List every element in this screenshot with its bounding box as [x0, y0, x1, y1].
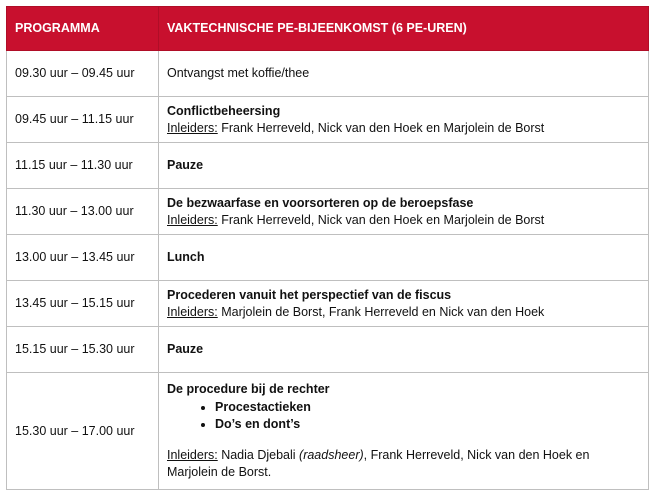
table-row [7, 235, 649, 281]
session-cell [159, 51, 649, 97]
speakers-line [167, 447, 640, 481]
table-header-row [7, 7, 649, 51]
table-row [7, 281, 649, 327]
speakers-label: Inleiders: [167, 212, 218, 227]
topic-item: • Do’s en dont’s [215, 416, 640, 433]
speakers-line [167, 212, 640, 229]
time-cell: 15.30 uur – 17.00 uur [7, 373, 159, 490]
time-cell: 13.45 uur – 15.15 uur [7, 281, 159, 327]
time-cell: 09.45 uur – 11.15 uur [7, 97, 159, 143]
session-cell [159, 97, 649, 143]
session-cell [159, 327, 649, 373]
table-row [7, 373, 649, 490]
session-title: Pauze [167, 158, 204, 172]
table-row [7, 189, 649, 235]
session-cell [159, 235, 649, 281]
header-title: VAKTECHNISCHE PE-BIJEENKOMST (6 PE-UREN) [159, 7, 649, 51]
speakers-line [167, 120, 640, 137]
speakers-names: Frank Herreveld, Nick van den Hoek en Marjolein de Borst [217, 212, 545, 227]
speakers-names: Nadia Djebali [217, 448, 300, 462]
time-cell: 11.30 uur – 13.00 uur [7, 189, 159, 235]
table-row [7, 327, 649, 373]
table-row [7, 97, 649, 143]
time-cell: 15.15 uur – 15.30 uur [7, 327, 159, 373]
program-table [6, 6, 649, 490]
speakers-names-rest: , Frank Herreveld, Nick van den Hoek en Marjolein de Borst. [167, 448, 590, 479]
session-title: De bezwaarfase en voorsorteren op de beroepsfase [167, 195, 474, 210]
table-row [7, 143, 649, 189]
topic-item: • Procestactieken [215, 399, 640, 416]
speakers-label: Inleiders: [167, 304, 218, 319]
topic-list [167, 399, 640, 433]
speakers-line [167, 304, 640, 321]
speaker-role: (raadsheer) [299, 448, 364, 462]
session-cell [159, 143, 649, 189]
session-cell [159, 189, 649, 235]
table-row [7, 51, 649, 97]
session-text: Ontvangst met koffie/thee [167, 66, 310, 80]
speakers-label: Inleiders: [167, 448, 218, 462]
speakers-label: Inleiders: [167, 120, 218, 135]
session-cell [159, 373, 649, 490]
session-title: Conflictbeheersing [167, 103, 281, 118]
speakers-names: Marjolein de Borst, Frank Herreveld en Nick van den Hoek [217, 304, 545, 319]
header-programma: PROGRAMMA [7, 7, 159, 51]
speakers-names: Frank Herreveld, Nick van den Hoek en Marjolein de Borst [217, 120, 545, 135]
time-cell: 09.30 uur – 09.45 uur [7, 51, 159, 97]
session-title: Pauze [167, 342, 204, 356]
session-title: Lunch [167, 250, 205, 264]
session-cell [159, 281, 649, 327]
session-title: De procedure bij de rechter [167, 382, 330, 396]
time-cell: 13.00 uur – 13.45 uur [7, 235, 159, 281]
session-title: Procederen vanuit het perspectief van de fiscus [167, 287, 452, 302]
time-cell: 11.15 uur – 11.30 uur [7, 143, 159, 189]
